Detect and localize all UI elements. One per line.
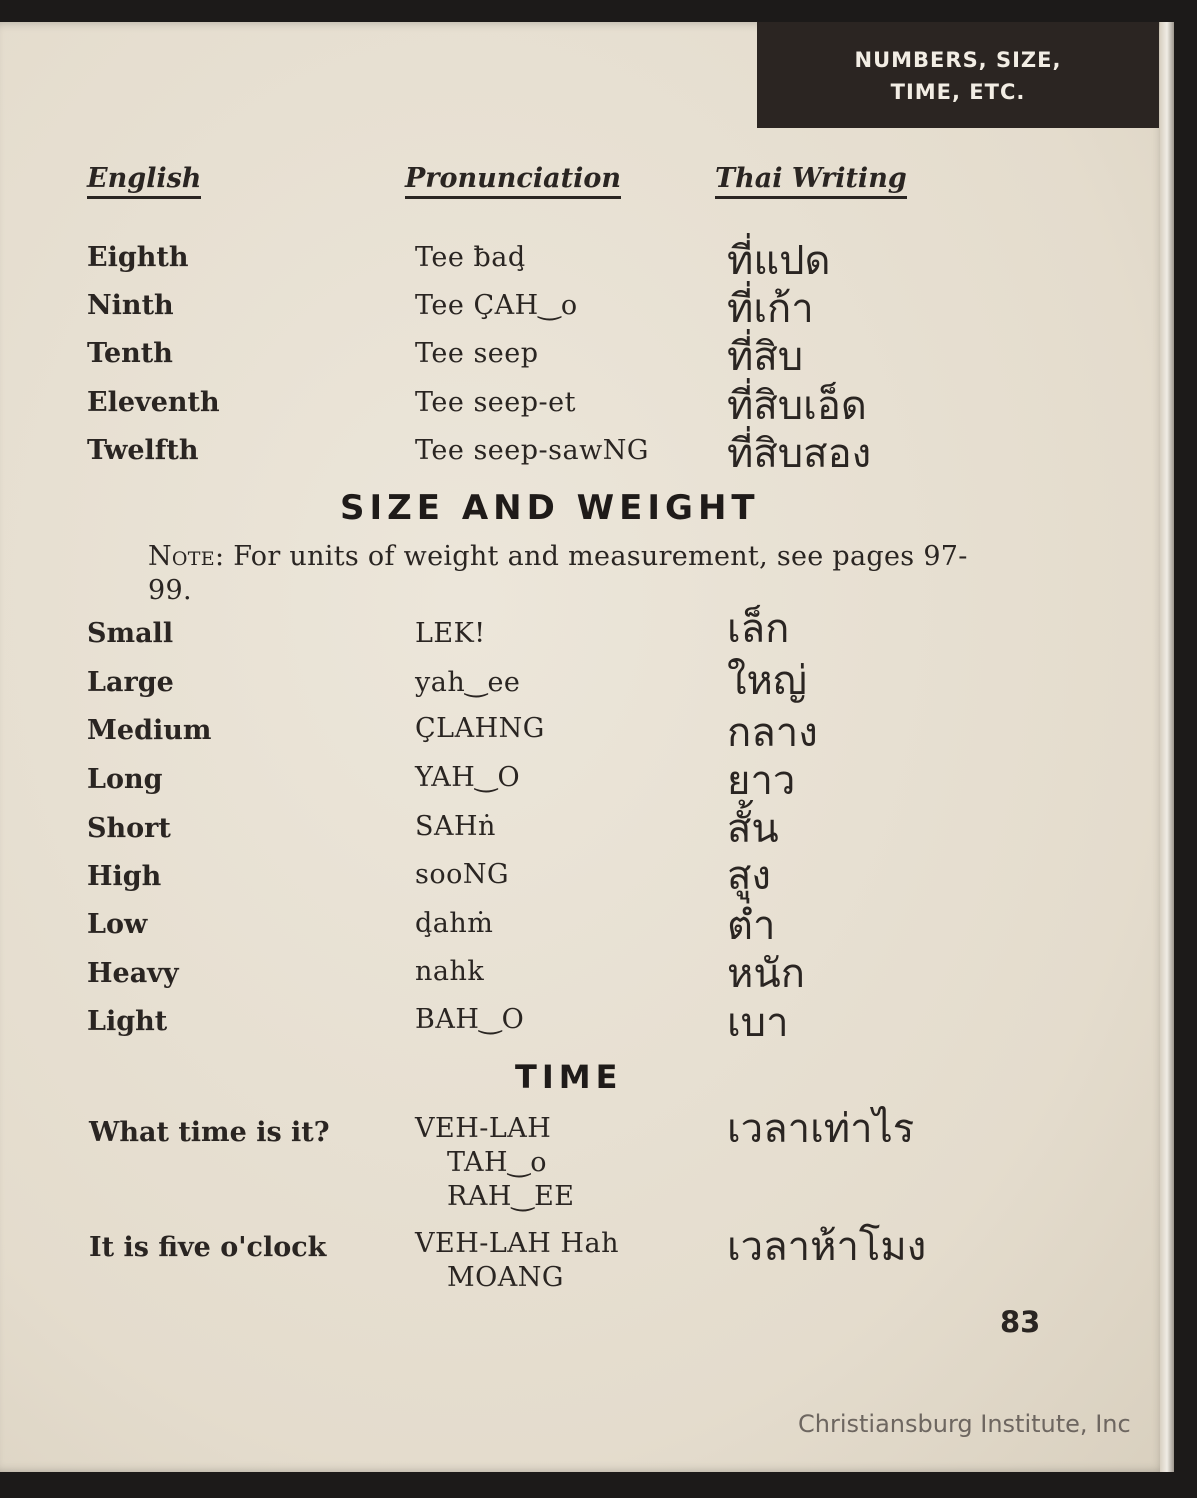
column-header-pronunciation: Pronunciation: [405, 163, 621, 199]
entry-thai: ที่สิบ: [727, 334, 804, 380]
entry-english: Eleventh: [87, 387, 220, 418]
entry-pronunciation: LEK!: [415, 618, 486, 649]
entry-english: Short: [87, 813, 171, 844]
entry-english: Light: [87, 1006, 168, 1037]
entry-english: Low: [87, 909, 148, 940]
entry-thai: ใหญ่: [727, 658, 807, 704]
entry-pronunciation: YAH‿O: [415, 762, 521, 793]
entry-thai: สั้น: [727, 806, 779, 852]
watermark: Christiansburg Institute, Inc: [798, 1410, 1131, 1438]
entry-pronunciation: [415, 1112, 575, 1214]
entry-english: Heavy: [87, 958, 179, 989]
entry-pronunciation: Tee seep: [415, 338, 539, 369]
entry-english: Ninth: [87, 290, 174, 321]
entry-english: Medium: [87, 715, 212, 746]
pronunciation-line: VEH-LAH Hah: [415, 1228, 619, 1259]
entry-pronunciation: nahk: [415, 956, 485, 987]
entry-english: Tenth: [87, 338, 173, 369]
section-title-time: TIME: [515, 1058, 623, 1096]
entry-pronunciation: ÇLAHNG: [415, 713, 545, 744]
section-header-tab: [757, 22, 1159, 128]
entry-pronunciation: Tee ÇAH‿o: [415, 290, 578, 321]
entry-english: High: [87, 861, 162, 892]
entry-english: Large: [87, 667, 174, 698]
note-text: For units of weight and measurement, see pages 97-99.: [148, 541, 968, 606]
entry-thai: เล็ก: [727, 606, 790, 652]
entry-thai: เวลาเท่าไร: [727, 1106, 915, 1152]
entry-thai: เวลาห้าโมง: [727, 1224, 927, 1270]
entry-thai: ที่แปด: [727, 238, 831, 284]
entry-pronunciation: SAHṅ: [415, 811, 496, 842]
column-header-english: English: [87, 163, 201, 199]
column-header-thai: Thai Writing: [715, 163, 907, 199]
entry-english: Twelfth: [87, 435, 199, 466]
entry-thai: ที่สิบสอง: [727, 431, 872, 477]
entry-pronunciation: sooNG: [415, 859, 510, 890]
note: [148, 540, 988, 608]
entry-english: Eighth: [87, 242, 189, 273]
entry-thai: ต่ำ: [727, 903, 776, 949]
note-label: Note:: [148, 541, 225, 572]
entry-pronunciation: Tee seep-sawNG: [415, 435, 649, 466]
header-line-1: NUMBERS, SIZE,: [854, 48, 1062, 72]
entry-thai: ที่เก้า: [727, 286, 814, 332]
entry-english: Long: [87, 764, 163, 795]
entry-thai: เบา: [727, 1000, 789, 1046]
entry-pronunciation: [415, 1227, 619, 1295]
pronunciation-line: RAH‿EE: [447, 1181, 575, 1212]
entry-thai: กลาง: [727, 710, 818, 756]
page-edge: [1160, 22, 1174, 1472]
entry-english: It is five o'clock: [89, 1232, 327, 1263]
pronunciation-line: TAH‿o: [447, 1147, 548, 1178]
pronunciation-line: VEH-LAH: [415, 1113, 552, 1144]
entry-thai: ยาว: [727, 758, 796, 804]
entry-thai: ที่สิบเอ็ด: [727, 383, 867, 429]
entry-thai: สูง: [727, 853, 771, 899]
entry-thai: หนัก: [727, 951, 805, 997]
entry-english: Small: [87, 618, 174, 649]
entry-pronunciation: BAH‿O: [415, 1004, 525, 1035]
entry-pronunciation: yah‿ee: [415, 667, 521, 698]
pronunciation-line: MOANG: [447, 1262, 564, 1293]
entry-pronunciation: ḑahṁ: [415, 908, 494, 939]
header-line-2: TIME, ETC.: [890, 80, 1026, 104]
entry-pronunciation: Tee ƀaḑ: [415, 242, 526, 273]
section-title-size-weight: SIZE AND WEIGHT: [340, 488, 760, 528]
entry-english: What time is it?: [89, 1117, 330, 1148]
entry-pronunciation: Tee seep-et: [415, 387, 577, 418]
page-number: 83: [1000, 1305, 1041, 1339]
